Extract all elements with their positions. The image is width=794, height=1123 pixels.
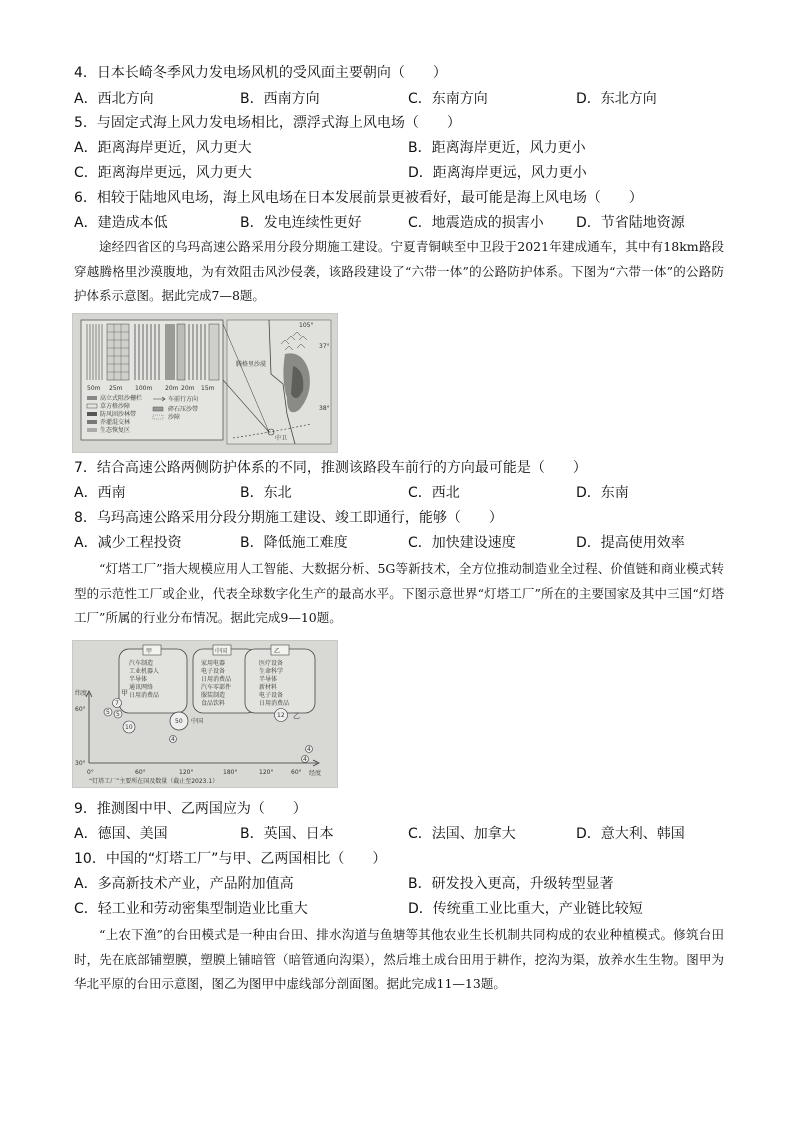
box-yi-item-4: 新材料 — [259, 684, 278, 691]
passage-7-8-text: 途经四省区的乌玛高速公路采用分段分期施工建设。宁夏青铜峡至中卫段于2021年建成通车，其中有18km路段穿越腾格里沙漠腹地，为有效阻击风沙侵袭，该路段建设了“六带一体”的公路防护体系。下图为“六带一体”的公路防护体系示意图。据此完成7—8题。 — [74, 239, 724, 303]
x-tick-60: 60° — [135, 769, 146, 776]
question-7-option-b[interactable]: B．东北 — [240, 485, 292, 501]
figure-lighthouse-factories — [72, 640, 338, 788]
x-tick-60w: 60° — [291, 769, 302, 776]
question-6-option-c[interactable]: C．地震造成的损害小 — [408, 215, 544, 231]
x-axis-label: 经度 — [309, 770, 322, 777]
tag-yi: 乙 — [293, 712, 300, 720]
question-5-stem: 5．与固定式海上风力发电场相比，漂浮式海上风电场（ ） — [74, 115, 461, 131]
question-8-option-d[interactable]: D．提高使用效率 — [576, 535, 685, 551]
box-jia-title: 甲 — [146, 648, 153, 655]
legend-item-5: 生态恢复区 — [100, 427, 131, 434]
figure-protection-system — [72, 313, 338, 453]
bubble-9-value: 4 — [303, 756, 307, 763]
question-5-option-b[interactable]: B．距离海岸更近，风力更小 — [408, 140, 586, 156]
width-label-5: 20m — [181, 385, 195, 392]
question-9-option-b[interactable]: B．英国、日本 — [240, 826, 334, 842]
map-label-lat1: 37° — [319, 343, 330, 350]
question-4-option-d[interactable]: D．东北方向 — [576, 91, 657, 107]
box-yi-item-5: 电子设备 — [259, 692, 284, 699]
legend-item-2: 草方格沙障 — [100, 403, 131, 410]
box-jia-item-2: 工业机器人 — [129, 668, 160, 675]
question-8-option-a[interactable]: A．减少工程投资 — [74, 535, 182, 551]
x-tick-120w: 120° — [259, 769, 274, 776]
width-label-4: 20m — [165, 385, 179, 392]
bubble-jia-value: 7 — [115, 700, 119, 707]
passage-7-8 — [74, 235, 724, 309]
question-7-option-d[interactable]: D．东南 — [576, 485, 629, 501]
question-9-option-c[interactable]: C．法国、加拿大 — [408, 826, 516, 842]
bubble-2-value: 5 — [106, 709, 110, 716]
box-yi-title: 乙 — [274, 648, 281, 655]
question-7-option-a[interactable]: A．西南 — [74, 485, 126, 501]
question-8-option-c[interactable]: C．加快建设速度 — [408, 535, 516, 551]
map-label-desert: 腾格里沙漠 — [236, 361, 267, 368]
question-7-option-c[interactable]: C．西北 — [408, 485, 460, 501]
question-9-option-a[interactable]: A．德国、美国 — [74, 826, 168, 842]
width-label-3: 100m — [135, 385, 153, 392]
passage-9-10 — [74, 557, 724, 631]
question-10-stem: 10．中国的“灯塔工厂”与甲、乙两国相比（ ） — [74, 851, 387, 867]
bubble-4-value: 10 — [125, 724, 133, 731]
question-4-option-c[interactable]: C．东南方向 — [408, 91, 488, 107]
passage-11-13 — [74, 923, 724, 997]
box-yi-item-3: 半导体 — [259, 676, 278, 683]
question-7-stem: 7．结合高速公路两侧防护体系的不同，推测该路段车前行的方向最可能是（ ） — [74, 460, 587, 476]
x-tick-180: 180° — [223, 769, 238, 776]
question-6-option-d[interactable]: D．节省陆地资源 — [576, 215, 685, 231]
box-china-item-5: 服装制造 — [201, 692, 226, 699]
bubble-china-value: 50 — [175, 718, 183, 725]
legend-item-7: 碎石压沙带 — [168, 406, 199, 413]
question-9-stem: 9．推测图中甲、乙两国应为（ ） — [74, 801, 307, 817]
passage-9-10-text: “灯塔工厂”指大规模应用人工智能、大数据分析、5G等新技术，全方位推动制造业全过程、价值链和商业模式转型的示范性工厂或企业，代表全球数字化生产的最高水平。下图示意世界“灯塔工厂”所在的主要国家及其中三国“灯塔工厂”所属的行业分布情况。据此完成9—10题。 — [74, 561, 724, 625]
map-label-lat2: 38° — [319, 405, 330, 412]
box-china-title: 中国 — [215, 648, 228, 655]
tag-china: 中国 — [191, 718, 204, 725]
question-10-option-d[interactable]: D．传统重工业比重大，产业链比较短 — [408, 901, 643, 917]
bubble-6-value: 4 — [171, 736, 175, 743]
map-label-lon: 105° — [299, 322, 314, 329]
question-8-option-b[interactable]: B．降低施工难度 — [240, 535, 348, 551]
question-9-option-d[interactable]: D．意大利、韩国 — [576, 826, 685, 842]
question-10-option-c[interactable]: C．轻工业和劳动密集型制造业比重大 — [74, 901, 308, 917]
question-6-stem: 6．相较于陆地风电场，海上风电场在日本发展前景更被看好，最可能是海上风电场（ ） — [74, 190, 643, 206]
box-jia-item-1: 汽车制造 — [129, 660, 154, 667]
box-china-item-2: 电子设备 — [201, 668, 226, 675]
box-china-item-6: 食品饮料 — [201, 700, 226, 707]
question-10-option-a[interactable]: A．多高新技术产业，产品附加值高 — [74, 876, 294, 892]
question-4-option-b[interactable]: B．西南方向 — [240, 91, 320, 107]
legend-item-4: 乔灌混交林 — [100, 419, 131, 426]
box-jia-item-5: 日用消费品 — [129, 692, 160, 699]
question-6-option-b[interactable]: B．发电连续性更好 — [240, 215, 362, 231]
question-5-option-a[interactable]: A．距离海岸更近，风力更大 — [74, 140, 252, 156]
width-label-6: 15m — [201, 385, 215, 392]
question-5-option-c[interactable]: C．距离海岸更远，风力更大 — [74, 165, 252, 181]
box-yi-item-2: 生命科学 — [259, 668, 284, 675]
width-label-2: 25m — [109, 385, 123, 392]
box-jia-item-3: 半导体 — [129, 676, 148, 683]
tag-jia: 甲 — [121, 689, 128, 697]
bubble-yi-value: 12 — [277, 712, 285, 719]
question-6-option-a[interactable]: A．建造成本低 — [74, 215, 168, 231]
question-5-option-d[interactable]: D．距离海岸更远，风力更小 — [408, 165, 587, 181]
x-tick-120: 120° — [179, 769, 194, 776]
question-10-option-b[interactable]: B．研发投入更高，升级转型显著 — [408, 876, 614, 892]
box-yi-item-1: 医疗设备 — [259, 660, 284, 667]
width-label-1: 50m — [87, 385, 101, 392]
legend-item-3: 防风固沙林带 — [100, 411, 137, 418]
question-4-option-a[interactable]: A．西北方向 — [74, 91, 154, 107]
figure-2-caption: “灯塔工厂”主要所在国及数量（截止至2023.1） — [89, 778, 219, 785]
bubble-8-value: 4 — [307, 746, 311, 753]
map-label-city: 中卫 — [275, 435, 288, 442]
box-yi-item-6: 日用消费品 — [259, 700, 290, 707]
question-4-stem: 4．日本长崎冬季风力发电场风机的受风面主要朝向（ ） — [74, 65, 447, 81]
passage-11-13-text: “上农下渔”的台田模式是一种由台田、排水沟道与鱼塘等其他农业生长机制共同构成的农业种植模式。修筑台田时，先在底部铺塑膜，塑膜上铺暗管（暗管通向沟渠），然后堆土成台田用于耕作，挖沟为渠，放养水生生物。图甲为华北平原的台田示意图，图乙为图甲中虚线部分剖面图。据此完成11—13题。 — [74, 927, 724, 991]
legend-item-8: 沙障 — [168, 414, 181, 421]
y-tick-30: 30° — [75, 760, 86, 767]
y-tick-60: 60° — [75, 706, 86, 713]
box-china-item-1: 家用电器 — [201, 660, 226, 667]
legend-item-1: 高立式阻沙栅栏 — [100, 395, 143, 402]
box-jia-item-4: 通讯网络 — [129, 684, 154, 691]
y-axis-label: 纬度 — [75, 690, 88, 697]
question-8-stem: 8．乌玛高速公路采用分段分期施工建设、竣工即通行，能够（ ） — [74, 510, 503, 526]
box-china-item-3: 日用消费品 — [201, 676, 232, 683]
legend-item-6: 车前行方向 — [168, 396, 199, 403]
box-china-item-4: 汽车零部件 — [201, 684, 232, 691]
x-tick-0: 0° — [87, 769, 94, 776]
bubble-3-value: 5 — [116, 711, 120, 718]
